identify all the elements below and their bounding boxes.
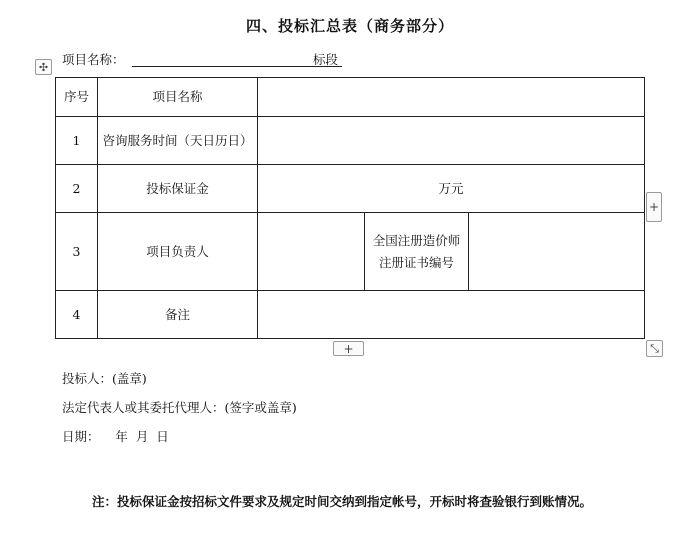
table-cell[interactable] xyxy=(257,164,645,213)
bid-bond-label: 投标保证金 xyxy=(146,180,209,196)
table-cell[interactable] xyxy=(55,77,98,117)
table-cell[interactable] xyxy=(364,212,469,291)
project-name-underline xyxy=(132,66,342,67)
add-column-button[interactable] xyxy=(646,192,662,222)
header-project: 项目名称 xyxy=(152,89,203,104)
table-cell[interactable] xyxy=(257,77,645,117)
date-line: 日期： 年 月 日 xyxy=(62,429,169,444)
note-text: 注：投标保证金按招标文件要求及规定时间交纳到指定帐号，开标时将查验银行到账情况。 xyxy=(92,494,593,509)
table-cell[interactable] xyxy=(97,290,258,339)
bid-bond-unit: 万元 xyxy=(438,180,464,196)
table-cell[interactable] xyxy=(97,116,258,165)
table-cell[interactable] xyxy=(257,290,645,339)
plus-icon: + xyxy=(343,341,354,356)
summary-table xyxy=(55,77,645,339)
table-resize-handle[interactable] xyxy=(646,340,663,357)
table-cell[interactable] xyxy=(97,212,258,291)
add-row-button[interactable] xyxy=(333,341,364,356)
table-cell[interactable]: 4 xyxy=(55,290,98,339)
project-lead-label: 项目负责人 xyxy=(146,243,209,259)
table-cell[interactable]: 3 xyxy=(55,212,98,291)
table-cell[interactable] xyxy=(257,212,365,291)
consult-time-label: 咨询服务时间（天日历日） xyxy=(102,132,253,148)
legal-rep-line: 法定代表人或其委托代理人：(签字或盖章) xyxy=(62,400,297,415)
table-move-handle[interactable] xyxy=(35,59,52,75)
project-suffix: 标段 xyxy=(313,52,339,67)
document-title: 四、投标汇总表（商务部分） xyxy=(245,17,454,35)
move-icon: ✣ xyxy=(38,60,49,74)
table-cell[interactable] xyxy=(257,116,645,165)
resize-icon: ⤡ xyxy=(650,342,659,355)
header-index: 序号 xyxy=(63,89,89,104)
cert-number-label: 全国注册造价师注册证书编号 xyxy=(372,232,461,270)
plus-icon: + xyxy=(648,200,660,214)
project-name-label: 项目名称： xyxy=(62,52,125,67)
table-cell[interactable]: 2 xyxy=(55,164,98,213)
table-cell[interactable] xyxy=(468,212,645,291)
table-cell[interactable]: 1 xyxy=(55,116,98,165)
note-paragraph xyxy=(62,491,652,513)
table-cell[interactable] xyxy=(97,164,258,213)
table-cell[interactable] xyxy=(97,77,258,117)
remarks-label: 备注 xyxy=(164,306,190,322)
bidder-line: 投标人：(盖章) xyxy=(62,371,147,386)
